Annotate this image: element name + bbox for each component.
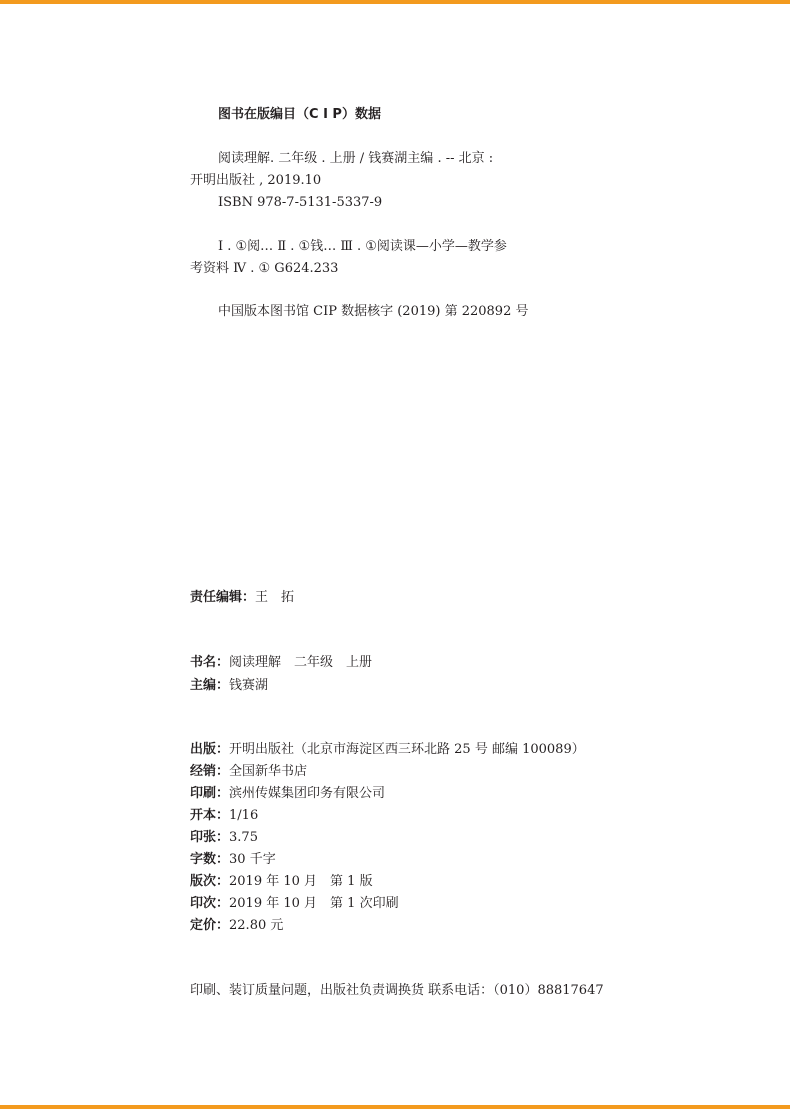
top-orange-rule — [0, 0, 790, 4]
detail-value: 2019 年 10 月 第 1 版 — [229, 874, 373, 889]
detail-label: 经销： — [190, 764, 230, 779]
responsible-editor-label: 责任编辑： — [190, 590, 256, 605]
cip-record-number: 中国版本图书馆 CIP 数据核字 (2019) 第 220892 号 — [218, 304, 529, 319]
cip-classification-2: 考资料 Ⅳ . ① G624.233 — [190, 261, 339, 276]
detail-label: 版次： — [190, 874, 230, 889]
detail-value: 1/16 — [229, 808, 259, 823]
cip-isbn: ISBN 978-7-5131-5337-9 — [218, 195, 383, 210]
detail-value: 3.75 — [229, 830, 258, 845]
detail-printer — [190, 786, 385, 802]
chief-editor-row — [190, 678, 268, 694]
detail-value: 滨州传媒集团印务有限公司 — [229, 786, 386, 801]
detail-label: 字数： — [190, 852, 230, 867]
detail-printing — [190, 896, 399, 912]
detail-value: 30 千字 — [229, 852, 276, 867]
quality-notice: 印刷、装订质量问题，出版社负责调换货 联系电话：（010）88817647 — [190, 983, 604, 998]
detail-sheets — [190, 830, 258, 846]
chief-editor-label: 主编： — [190, 678, 230, 693]
book-title-value: 阅读理解 二年级 上册 — [229, 655, 373, 670]
detail-value: 全国新华书店 — [229, 764, 308, 779]
cip-classification-1: Ⅰ . ①阅… Ⅱ . ①钱… Ⅲ . ①阅读课—小学—教学参 — [218, 239, 507, 254]
cip-line-1: 阅读理解. 二年级 . 上册 / 钱赛湖主编 . -- 北京 : — [218, 151, 494, 166]
detail-edition — [190, 874, 373, 890]
chief-editor-value: 钱赛湖 — [229, 678, 269, 693]
detail-value: 2019 年 10 月 第 1 次印刷 — [229, 896, 399, 911]
cip-heading: 图书在版编目（C I P）数据 — [218, 107, 381, 122]
detail-label: 出版： — [190, 742, 230, 757]
detail-label: 印刷： — [190, 786, 230, 801]
cip-line-2: 开明出版社 , 2019.10 — [190, 173, 322, 188]
detail-label: 定价： — [190, 918, 230, 933]
bottom-orange-rule — [0, 1105, 790, 1109]
responsible-editor-value: 王 拓 — [255, 590, 295, 605]
responsible-editor — [190, 590, 294, 606]
detail-value: 开明出版社（北京市海淀区西三环北路 25 号 邮编 100089） — [229, 742, 585, 757]
detail-label: 印次： — [190, 896, 230, 911]
detail-word-count — [190, 852, 276, 868]
detail-publisher — [190, 742, 585, 758]
detail-value: 22.80 元 — [229, 918, 284, 933]
detail-format — [190, 808, 258, 824]
detail-label: 开本： — [190, 808, 230, 823]
detail-label: 印张： — [190, 830, 230, 845]
book-title-row — [190, 655, 372, 671]
book-title-label: 书名： — [190, 655, 230, 670]
detail-distributor — [190, 764, 307, 780]
detail-price — [190, 918, 283, 934]
